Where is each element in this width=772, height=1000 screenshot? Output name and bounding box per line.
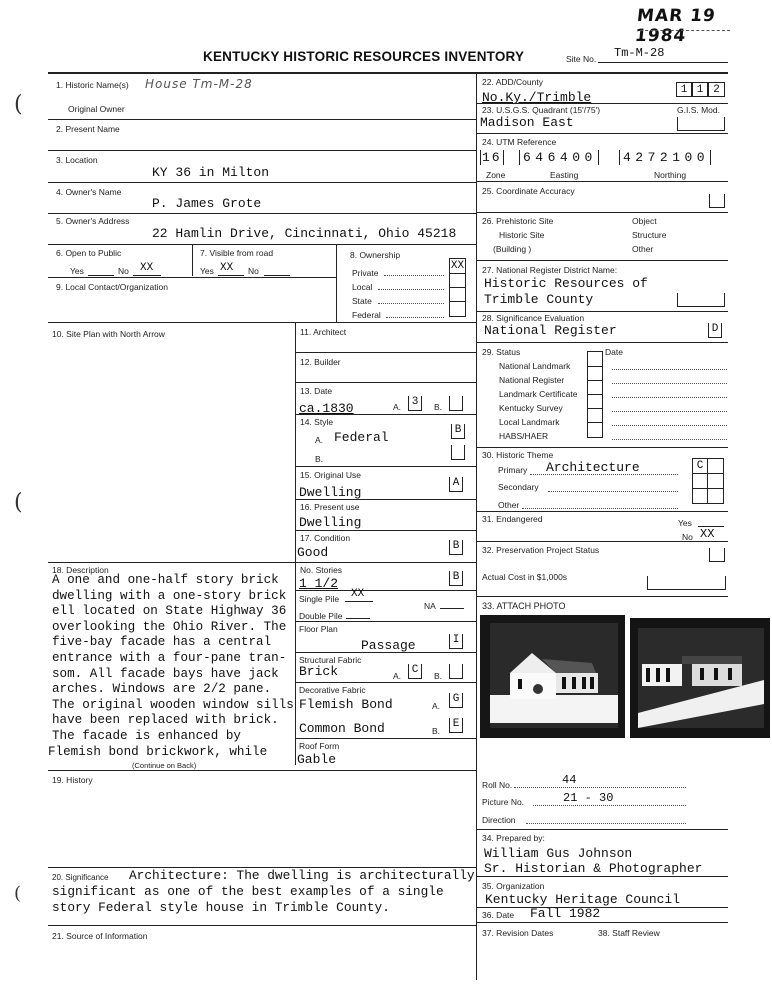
location-value[interactable]: KY 36 in Milton bbox=[152, 165, 270, 180]
other-label: Other bbox=[632, 244, 654, 254]
nr-district-line-1[interactable]: Historic Resources of bbox=[484, 276, 648, 291]
row-divider bbox=[48, 244, 476, 245]
ownership-federal-checkbox[interactable] bbox=[449, 301, 466, 317]
history-label: 19. History bbox=[52, 775, 93, 785]
site-plan-area[interactable] bbox=[48, 340, 294, 562]
significance-line-2[interactable]: significant as one of the best examples of a single bbox=[52, 884, 444, 899]
date-value[interactable]: ca.1830 bbox=[299, 401, 354, 416]
theme-code-other-2[interactable] bbox=[707, 488, 724, 504]
description-line: five-bay facade has a central bbox=[52, 635, 272, 650]
add-county-label: 22. ADD/County bbox=[482, 77, 543, 87]
present-use-label: 16. Present use bbox=[300, 502, 360, 512]
description-line: entrance with a four-pane tran- bbox=[52, 650, 287, 665]
status-checkbox[interactable] bbox=[587, 351, 603, 367]
ownership-state-label: State bbox=[352, 296, 372, 306]
row-divider bbox=[48, 322, 476, 323]
structural-b-code[interactable] bbox=[449, 664, 463, 679]
historic-names-value[interactable]: House Tm-M-28 bbox=[145, 77, 253, 91]
add-county-code-2[interactable]: 1 bbox=[692, 82, 708, 97]
row-divider bbox=[295, 414, 476, 415]
utm-zone[interactable]: 16 bbox=[482, 150, 502, 165]
ownership-label: 8. Ownership bbox=[350, 250, 401, 260]
significance-eval-value[interactable]: National Register bbox=[484, 323, 617, 338]
status-label: 29. Status bbox=[482, 347, 521, 357]
other-theme-field[interactable] bbox=[522, 508, 678, 509]
status-checkbox[interactable] bbox=[587, 380, 603, 395]
coordinate-accuracy-field[interactable] bbox=[709, 194, 725, 208]
preservation-status-label: 32. Preservation Project Status bbox=[482, 545, 600, 555]
significance-eval-code[interactable]: D bbox=[708, 323, 722, 338]
status-checkbox[interactable] bbox=[587, 394, 603, 409]
row-divider bbox=[48, 119, 476, 120]
location-label: 3. Location bbox=[56, 155, 98, 165]
description-line: overlooking the Ohio River. The bbox=[52, 619, 287, 634]
row-divider bbox=[476, 311, 728, 312]
structural-a-label: A. bbox=[393, 671, 402, 681]
significance-line-1[interactable]: Architecture: The dwelling is architecturally bbox=[129, 868, 475, 883]
significance-eval-label: 28. Significance Evaluation bbox=[482, 313, 585, 323]
continue-on-back-note: (Continue on Back) bbox=[132, 761, 197, 770]
builder-label: 12. Builder bbox=[300, 357, 341, 367]
visible-yes-label: Yes bbox=[200, 266, 214, 276]
decorative-a-label: A. bbox=[432, 701, 441, 711]
floor-plan-code[interactable]: I bbox=[449, 634, 463, 649]
house-photo-2[interactable] bbox=[630, 618, 770, 738]
prepared-by-name[interactable]: William Gus Johnson bbox=[484, 846, 633, 861]
date-a-code[interactable]: 3 bbox=[408, 396, 422, 411]
style-b-code[interactable] bbox=[451, 445, 465, 460]
utm-easting-label: Easting bbox=[550, 170, 579, 180]
present-name-label: 2. Present Name bbox=[56, 124, 120, 134]
row-divider bbox=[476, 447, 728, 448]
binder-mark: ( bbox=[14, 490, 23, 515]
historic-names-label: 1. Historic Name(s) bbox=[56, 80, 129, 90]
visible-yes-value[interactable]: XX bbox=[220, 262, 234, 274]
style-label: 14. Style bbox=[300, 417, 334, 427]
picture-no-label: Picture No. bbox=[482, 797, 525, 807]
coordinate-accuracy-label: 25. Coordinate Accuracy bbox=[482, 186, 575, 196]
row-divider bbox=[48, 213, 476, 214]
row-divider bbox=[476, 212, 728, 213]
significance-line-3[interactable]: story Federal style house in Trimble County. bbox=[52, 900, 390, 915]
single-pile-label: Single Pile bbox=[299, 594, 340, 604]
house-photo-2-image bbox=[630, 618, 770, 738]
revision-dates-label: 37. Revision Dates bbox=[482, 928, 554, 938]
significance-label: 20. Significance bbox=[52, 873, 109, 882]
open-yes-label: Yes bbox=[70, 266, 84, 276]
status-checkbox[interactable] bbox=[587, 366, 603, 381]
blank-line bbox=[218, 275, 244, 276]
status-date-label: Date bbox=[605, 347, 623, 357]
blank-line bbox=[88, 275, 114, 276]
object-label: Object bbox=[632, 216, 657, 226]
blank-line bbox=[133, 275, 161, 276]
row-divider bbox=[48, 562, 476, 563]
style-a-value[interactable]: Federal bbox=[334, 430, 389, 445]
row-divider bbox=[295, 682, 476, 683]
building-label[interactable]: (Building ) bbox=[493, 244, 532, 254]
primary-theme-value[interactable]: Architecture bbox=[546, 460, 640, 475]
stamp-underline bbox=[640, 30, 730, 31]
visible-no-label: No bbox=[248, 266, 259, 276]
row-divider bbox=[295, 652, 476, 653]
visible-from-road-label: 7. Visible from road bbox=[200, 248, 274, 258]
condition-value[interactable]: Good bbox=[297, 545, 329, 560]
nr-district-label: 27. National Register District Name: bbox=[482, 265, 618, 275]
form-date-value[interactable]: Fall 1982 bbox=[530, 906, 601, 921]
direction-field[interactable] bbox=[526, 823, 686, 824]
blank-line bbox=[345, 601, 373, 602]
theme-code-primary-1[interactable]: C bbox=[692, 458, 708, 474]
blank-line bbox=[514, 787, 686, 788]
description-label: 18. Description bbox=[52, 565, 109, 575]
site-plan-label: 10. Site Plan with North Arrow bbox=[52, 329, 165, 339]
gis-mod-label: G.I.S. Mod. bbox=[677, 105, 720, 115]
row-divider bbox=[476, 876, 728, 877]
local-contact-label: 9. Local Contact/Organization bbox=[56, 282, 168, 292]
status-date-line[interactable] bbox=[612, 439, 727, 440]
row-divider bbox=[48, 182, 476, 183]
row-divider bbox=[476, 829, 728, 830]
roof-form-label: Roof Form bbox=[299, 741, 340, 751]
row-divider bbox=[476, 596, 728, 597]
description-line: have been replaced with brick. bbox=[52, 713, 279, 728]
decorative-fabric-label: Decorative Fabric bbox=[299, 685, 366, 695]
open-no-label: No bbox=[118, 266, 129, 276]
roof-form-value[interactable]: Gable bbox=[297, 752, 337, 767]
historic-site-label: Historic Site bbox=[499, 230, 545, 240]
description-line: arches. Windows are 2/2 pane. bbox=[52, 682, 272, 697]
top-rule bbox=[48, 72, 728, 74]
row-divider bbox=[48, 150, 476, 151]
no-stories-code[interactable]: B bbox=[449, 571, 463, 586]
status-local-landmark: Local Landmark bbox=[499, 417, 560, 427]
open-to-public-label: 6. Open to Public bbox=[56, 248, 122, 258]
row-divider bbox=[48, 925, 476, 926]
structural-a-code[interactable]: C bbox=[408, 664, 422, 679]
original-use-value[interactable]: Dwelling bbox=[299, 485, 362, 500]
owners-name-label: 4. Owner's Name bbox=[56, 187, 122, 197]
utm-zone-label: Zone bbox=[486, 170, 506, 180]
structural-b-label: B. bbox=[434, 671, 443, 681]
leader-dots bbox=[378, 303, 444, 304]
gis-mod-field[interactable] bbox=[677, 117, 725, 131]
attach-photo-label: 33. ATTACH PHOTO bbox=[482, 601, 566, 611]
history-area[interactable] bbox=[48, 786, 476, 866]
house-photo-1-image bbox=[480, 615, 625, 738]
ownership-state-checkbox[interactable] bbox=[449, 287, 466, 302]
endangered-no-value[interactable]: XX bbox=[700, 527, 715, 541]
double-pile-label: Double Pile bbox=[299, 611, 343, 621]
actual-cost-field[interactable] bbox=[647, 576, 726, 590]
usgs-quadrant-value[interactable]: Madison East bbox=[480, 115, 574, 130]
structural-fabric-value[interactable]: Brick bbox=[299, 664, 339, 679]
description-text[interactable] bbox=[48, 573, 297, 760]
endangered-no-label: No bbox=[682, 532, 693, 542]
original-use-code[interactable]: A bbox=[449, 477, 463, 492]
decorative-b-label: B. bbox=[432, 726, 441, 736]
theme-code-secondary-1[interactable] bbox=[692, 473, 708, 489]
blank-line bbox=[440, 608, 464, 609]
prehistoric-site-label: 26. Prehistoric Site bbox=[482, 216, 554, 226]
theme-code-primary-2[interactable] bbox=[707, 458, 724, 474]
leader-dots bbox=[378, 289, 444, 290]
row-divider bbox=[48, 770, 476, 771]
binder-mark: ( bbox=[14, 883, 22, 904]
row-divider bbox=[476, 181, 728, 182]
leader-dots bbox=[384, 275, 444, 276]
style-b-label: B. bbox=[315, 454, 324, 464]
nr-district-code-field[interactable] bbox=[677, 293, 725, 307]
decorative-b-code[interactable]: E bbox=[449, 718, 463, 733]
secondary-label: Secondary bbox=[498, 482, 539, 492]
col-divider bbox=[192, 244, 193, 276]
description-line: Flemish bond brickwork, while bbox=[48, 744, 268, 759]
owners-name-value[interactable]: P. James Grote bbox=[152, 196, 262, 211]
row-divider bbox=[476, 342, 728, 343]
row-divider bbox=[476, 133, 728, 134]
date-b-label: B. bbox=[434, 402, 443, 412]
description-line: ell located on State Highway 36 bbox=[52, 604, 287, 619]
roll-no-value[interactable]: 44 bbox=[562, 773, 577, 787]
status-national-register: National Register bbox=[499, 375, 565, 385]
single-pile-value[interactable]: XX bbox=[351, 588, 365, 600]
add-county-value[interactable]: No.Ky./Trimble bbox=[482, 90, 592, 105]
ownership-local-label: Local bbox=[352, 282, 373, 292]
status-date-line[interactable] bbox=[612, 411, 727, 412]
structural-fabric-label: Structural Fabric bbox=[299, 655, 362, 665]
status-date-line[interactable] bbox=[612, 397, 727, 398]
date-b-code[interactable] bbox=[449, 396, 463, 411]
status-national-landmark: National Landmark bbox=[499, 361, 571, 371]
nr-district-line-2[interactable]: Trimble County bbox=[484, 292, 594, 307]
description-line: The facade is enhanced by bbox=[52, 728, 241, 743]
condition-code[interactable]: B bbox=[449, 540, 463, 555]
status-checkbox[interactable] bbox=[587, 422, 603, 438]
na-label: NA bbox=[424, 601, 436, 611]
decorative-b-value[interactable]: Common Bond bbox=[299, 721, 385, 736]
status-date-line[interactable] bbox=[612, 425, 727, 426]
ownership-private-checkbox[interactable]: XX bbox=[450, 260, 465, 272]
architect-label: 11. Architect bbox=[300, 327, 347, 337]
description-line: dwelling with a one-story brick bbox=[52, 588, 287, 603]
utm-label: 24. UTM Reference bbox=[482, 137, 557, 147]
blank-line bbox=[530, 474, 678, 475]
row-divider bbox=[48, 277, 336, 278]
preservation-status-field[interactable] bbox=[709, 548, 725, 562]
row-divider bbox=[295, 352, 476, 353]
other-theme-label: Other bbox=[498, 500, 520, 510]
utm-northing-label: Northing bbox=[654, 170, 687, 180]
row-divider bbox=[295, 530, 476, 531]
site-no-label: Site No. bbox=[566, 54, 597, 64]
ownership-local-checkbox[interactable] bbox=[449, 273, 466, 288]
decorative-a-value[interactable]: Flemish Bond bbox=[299, 697, 393, 712]
col-divider bbox=[336, 244, 337, 322]
historic-theme-label: 30. Historic Theme bbox=[482, 450, 554, 460]
direction-label: Direction bbox=[482, 815, 516, 825]
row-divider bbox=[476, 511, 728, 512]
organization-value[interactable]: Kentucky Heritage Council bbox=[485, 892, 681, 907]
status-date-line[interactable] bbox=[612, 369, 727, 370]
description-line: The original wooden window sills bbox=[52, 697, 294, 712]
no-stories-label: No. Stories bbox=[300, 565, 343, 575]
site-no-underline bbox=[598, 62, 728, 63]
description-line: A one and one-half story brick bbox=[52, 573, 279, 587]
status-checkbox[interactable] bbox=[587, 408, 603, 423]
row-divider bbox=[476, 103, 728, 104]
condition-label: 17. Condition bbox=[300, 533, 351, 543]
roll-no-label: Roll No. bbox=[482, 780, 513, 790]
leader-dots bbox=[386, 317, 444, 318]
row-divider bbox=[295, 466, 476, 467]
utm-northing[interactable]: 4272100 bbox=[619, 150, 711, 165]
style-a-label: A. bbox=[315, 435, 324, 445]
utm-easting[interactable]: 646400 bbox=[519, 150, 599, 165]
structure-label: Structure bbox=[632, 230, 667, 240]
primary-label: Primary bbox=[498, 465, 528, 475]
binder-mark: ( bbox=[14, 92, 23, 117]
ownership-federal-label: Federal bbox=[352, 310, 381, 320]
actual-cost-label: Actual Cost in $1,000s bbox=[482, 572, 568, 582]
original-owner-label: Original Owner bbox=[68, 104, 125, 114]
row-divider bbox=[476, 541, 728, 542]
status-kentucky-survey: Kentucky Survey bbox=[499, 403, 563, 413]
add-county-code-3[interactable]: 2 bbox=[708, 82, 725, 97]
add-county-code-1[interactable]: 1 bbox=[676, 82, 692, 97]
date-a-label: A. bbox=[393, 402, 402, 412]
usgs-quadrant-label: 23. U.S.G.S. Quadrant (15'/75') bbox=[482, 105, 601, 115]
endangered-yes-label: Yes bbox=[678, 518, 692, 528]
row-divider bbox=[295, 738, 476, 739]
row-divider bbox=[295, 499, 476, 500]
picture-no-value[interactable]: 21 - 30 bbox=[563, 791, 614, 805]
status-habs-haer: HABS/HAER bbox=[499, 431, 549, 441]
prepared-by-title[interactable]: Sr. Historian & Photographer bbox=[484, 861, 703, 876]
ownership-private-label: Private bbox=[352, 268, 379, 278]
house-photo-1[interactable] bbox=[480, 615, 625, 738]
decorative-a-code[interactable]: G bbox=[449, 693, 463, 708]
form-title: KENTUCKY HISTORIC RESOURCES INVENTORY bbox=[203, 49, 525, 64]
owners-address-value[interactable]: 22 Hamlin Drive, Cincinnati, Ohio 45218 bbox=[152, 226, 457, 241]
site-no-value[interactable]: Tm-M-28 bbox=[614, 46, 665, 60]
row-divider bbox=[295, 382, 476, 383]
staff-review-label: 38. Staff Review bbox=[598, 928, 660, 938]
blank-line bbox=[346, 618, 370, 619]
status-date-line[interactable] bbox=[612, 383, 727, 384]
secondary-theme-field[interactable] bbox=[548, 491, 678, 492]
received-stamp: MAR 19 1984 bbox=[633, 6, 717, 46]
owners-address-label: 5. Owner's Address bbox=[56, 216, 130, 226]
status-landmark-certificate: Landmark Certificate bbox=[499, 389, 578, 399]
row-divider bbox=[295, 590, 476, 591]
present-use-value[interactable]: Dwelling bbox=[299, 515, 362, 530]
blank-line bbox=[533, 805, 686, 806]
row-divider bbox=[476, 922, 728, 923]
floor-plan-value[interactable]: Passage bbox=[361, 638, 416, 653]
theme-code-secondary-2[interactable] bbox=[707, 473, 724, 489]
center-divider bbox=[476, 72, 477, 980]
open-no-value[interactable]: XX bbox=[140, 262, 154, 274]
organization-label: 35. Organization bbox=[482, 881, 545, 891]
date-label: 13. Date bbox=[300, 386, 333, 396]
no-stories-value[interactable]: 1 1/2 bbox=[299, 576, 339, 591]
theme-code-other-1[interactable] bbox=[692, 488, 708, 504]
endangered-label: 31. Endangered bbox=[482, 514, 543, 524]
row-divider bbox=[476, 907, 728, 908]
row-divider bbox=[295, 621, 476, 622]
original-use-label: 15. Original Use bbox=[300, 470, 361, 480]
form-date-label: 36. Date bbox=[482, 910, 515, 920]
style-a-code[interactable]: B bbox=[451, 424, 465, 439]
floor-plan-label: Floor Plan bbox=[299, 624, 338, 634]
prepared-by-label: 34. Prepared by: bbox=[482, 833, 545, 843]
source-label: 21. Source of Information bbox=[52, 931, 148, 941]
description-line: som. All facade bays have jack bbox=[52, 666, 279, 681]
blank-line bbox=[264, 275, 290, 276]
row-divider bbox=[476, 260, 728, 261]
